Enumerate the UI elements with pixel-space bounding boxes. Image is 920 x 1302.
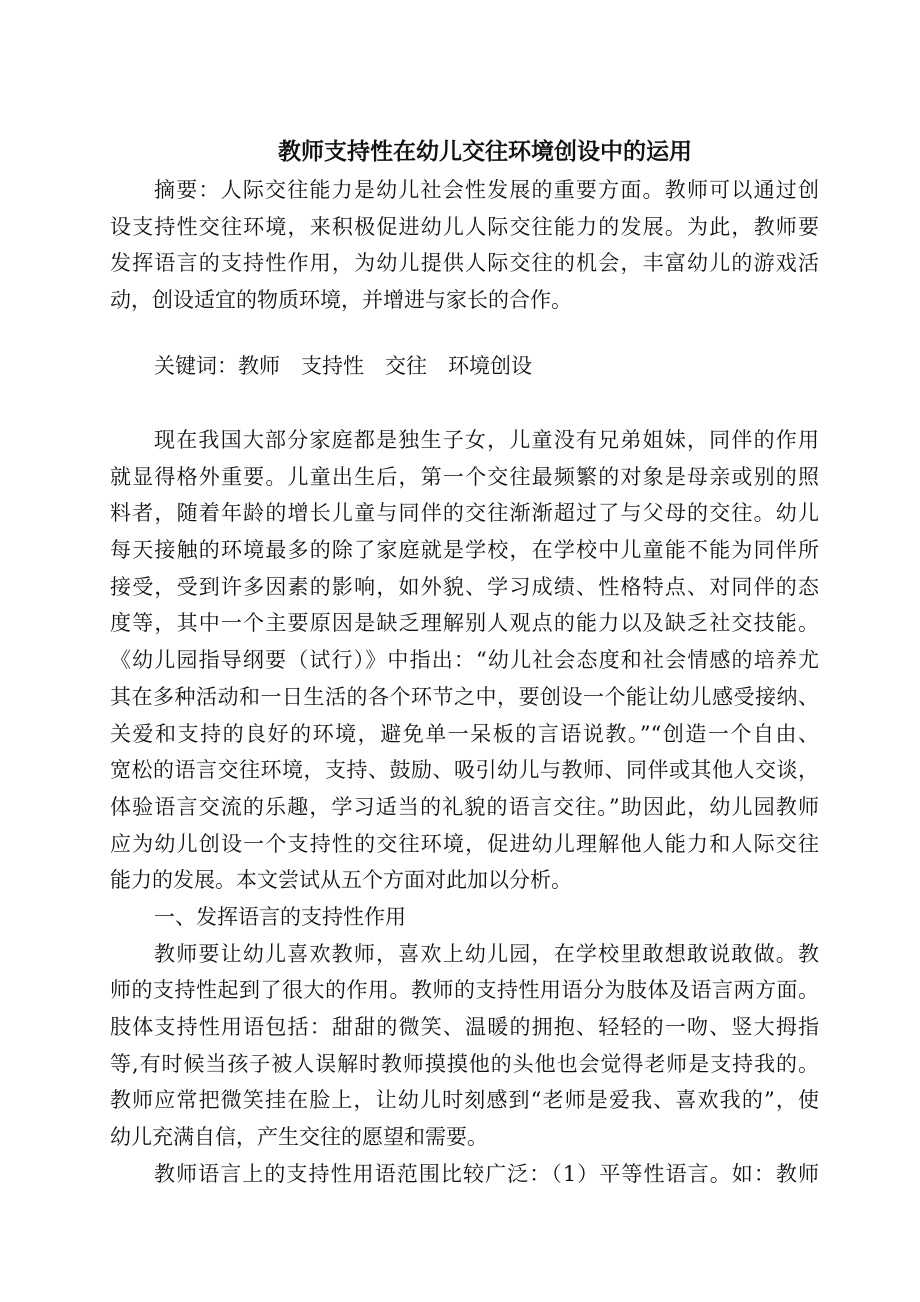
paragraph-line: 幼儿充满自信，产生交往的愿望和需要。 <box>110 1125 488 1150</box>
keywords: 关键词：教师 支持性 交往 环境创设 <box>154 354 532 378</box>
abstract <box>110 172 819 319</box>
paragraph-line: 关爱和支持的良好的环境，避免单一呆板的言语说教。”“创造一个自由、 <box>110 721 819 746</box>
paragraph-line: 师的支持性起到了很大的作用。教师的支持性用语分为肢体及语言两方面。 <box>110 978 819 1003</box>
paragraph-line: 教师语言上的支持性用语范围比较广泛：（1）平等性语言。如：教师 <box>154 1161 819 1186</box>
paragraph-line: 料者，随着年龄的增长儿童与同伴的交往渐渐超过了与父母的交往。幼儿 <box>110 501 819 526</box>
section-heading: 一、发挥语言的支持性作用 <box>154 904 406 929</box>
paragraph-line: 教师要让幼儿喜欢教师，喜欢上幼儿园，在学校里敢想敢说敢做。教 <box>154 941 819 966</box>
abstract-line: 动，创设适宜的物质环境，并增进与家长的合作。 <box>110 288 572 313</box>
paragraph-line: 肢体支持性用语包括：甜甜的微笑、温暖的拥抱、轻轻的一吻、竖大拇指 <box>110 1015 819 1039</box>
document-title: 教师支持性在幼儿交往环境创设中的运用 <box>278 138 692 165</box>
abstract-line: 摘要：人际交往能力是幼儿社会性发展的重要方面。教师可以通过创 <box>154 178 819 202</box>
paragraph-line: 教师应常把微笑挂在脸上，让幼儿时刻感到“老师是爱我、喜欢我的”，使 <box>110 1088 819 1113</box>
paragraph-line: 宽松的语言交往环境，支持、鼓励、吸引幼儿与教师、同伴或其他人交谈， <box>110 758 819 783</box>
abstract-line: 发挥语言的支持性作用，为幼儿提供人际交往的机会，丰富幼儿的游戏活 <box>110 251 819 276</box>
paragraph-line: 度等，其中一个主要原因是缺乏理解别人观点的能力以及缺乏社交技能。 <box>110 611 819 636</box>
paragraph-line: 能力的发展。本文尝试从五个方面对此加以分析。 <box>110 868 572 893</box>
paragraph-line: 等,有时候当孩子被人误解时教师摸摸他的头他也会觉得老师是支持我的。 <box>110 1051 819 1076</box>
paragraph-line: 体验语言交流的乐趣，学习适当的礼貌的语言交往。”助因此，幼儿园教师 <box>110 794 819 819</box>
keywords-block <box>110 348 819 385</box>
paragraph-line: 应为幼儿创设一个支持性的交往环境，促进幼儿理解他人能力和人际交往 <box>110 831 819 856</box>
paragraph-line: 就显得格外重要。儿童出生后，第一个交往最频繁的对象是母亲或别的照 <box>110 464 819 489</box>
abstract-line: 设支持性交往环境，来积极促进幼儿人际交往能力的发展。为此，教师要 <box>110 214 819 239</box>
paragraph-line: 每天接触的环境最多的除了家庭就是学校，在学校中儿童能不能为同伴所 <box>110 538 819 563</box>
paragraph-line: 其在多种活动和一日生活的各个环节之中，要创设一个能让幼儿感受接纳、 <box>110 684 819 709</box>
paragraph-line: 现在我国大部分家庭都是独生子女，儿童没有兄弟姐妹，同伴的作用 <box>154 428 819 452</box>
paragraph-line: 接受，受到许多因素的影响，如外貌、学习成绩、性格特点、对同伴的态 <box>110 574 819 599</box>
paragraph-line: 《幼儿园指导纲要（试行）》中指出：“幼儿社会态度和社会情感的培养尤 <box>110 648 819 673</box>
body-text <box>110 422 819 1192</box>
